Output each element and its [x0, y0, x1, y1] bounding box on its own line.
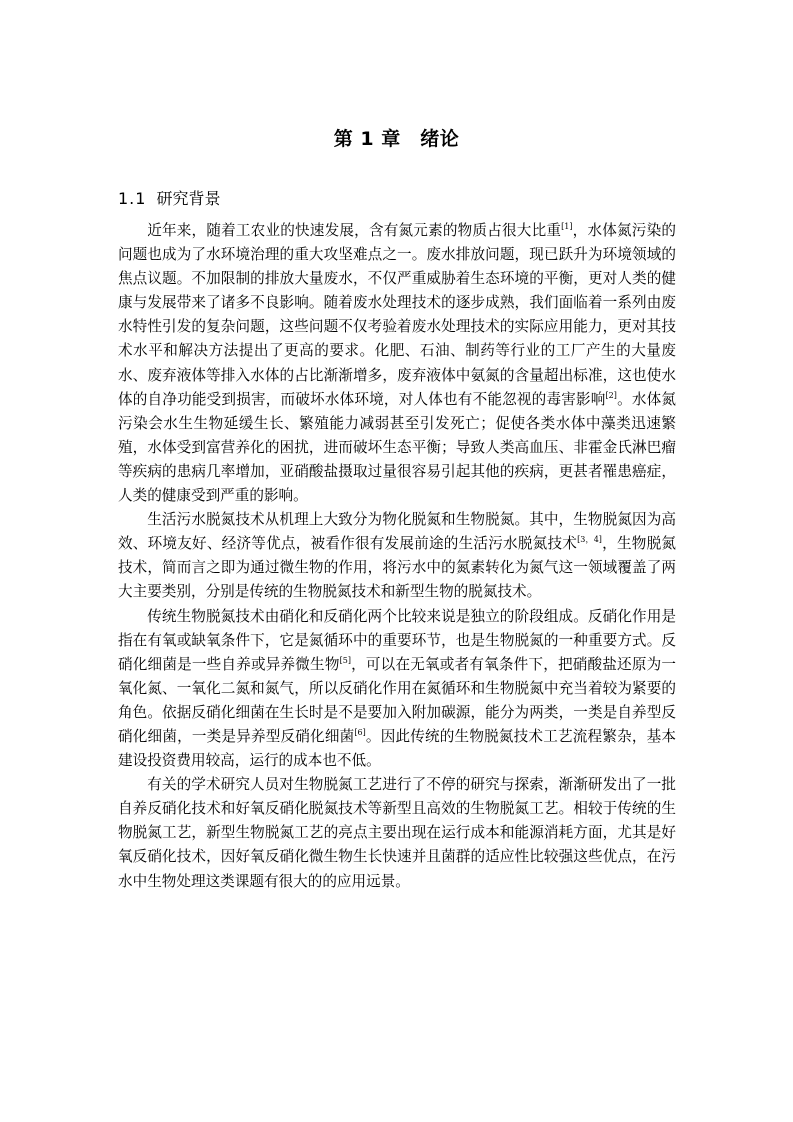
body-text: [118, 219, 676, 894]
paragraph-4: [118, 773, 676, 893]
text-run: ，可以在无氧或者有氧条件下，把硝酸盐还原为一氧化氮、一氧化二氮和氮气，所以反硝化作用在氮循环和生物脱氮中充当着较为紧要的角色。依据反硝化细菌在生长时是不是要加入附加碳源，能分为两类，一类是自养型反硝化细菌，一类是异养型反硝化细菌: [118, 655, 676, 745]
text-run: ，生物脱氮技术，简而言之即为通过微生物的作用，将污水中的氮素转化为氮气这一领域覆盖了两大主要类别，分别是传统的生物脱氮技术和新型生物的脱氮技术。: [118, 535, 676, 601]
citation-6: [6]: [354, 727, 366, 737]
paragraph-1: [118, 219, 676, 508]
section-title: 研究背景: [156, 189, 221, 208]
text-run: 。水体氮污染会水生生物延缓生长、繁殖能力减弱甚至引发死亡；促使各类水体中藻类迅速繁殖，水体受到富营养化的困扰，进而破坏生态平衡；导致人类高血压、非霍金氏淋巴瘤等疾病的患病几率增加，亚硝酸盐摄取过量很容易引起其他的疾病，更甚者罹患癌症，人类的健康受到严重的影响。: [118, 390, 676, 505]
paragraph-2: [118, 508, 676, 604]
text-run: 传统生物脱氮技术由硝化和反硝化两个比较来说是独立的阶段组成。反硝化作用是指在有氧或缺氧条件下，它是氮循环中的重要环节，也是生物脱氮的一种重要方式。反硝化细菌是一些自养或异养微生物: [118, 607, 676, 673]
citation-2: [2]: [605, 390, 617, 400]
section-heading: [118, 186, 220, 209]
citation-3-4: [3，4]: [577, 535, 602, 545]
text-run: 有关的学术研究人员对生物脱氮工艺进行了不停的研究与探索，渐渐研发出了一批自养反硝化技术和好氧反硝化脱氮技术等新型且高效的生物脱氮工艺。相较于传统的生物脱氮工艺，新型生物脱氮工艺的亮点主要出现在运行成本和能源消耗方面，尤其是好氧反硝化技术，因好氧反硝化微生物生长快速并且菌群的适应性比较强这些优点，在污水中生物处理这类课题有很大的的应用远景。: [118, 776, 676, 890]
section-number: 1.1: [118, 189, 147, 208]
text-run: ，水体氮污染的问题也成为了水环境治理的重大攻坚难点之一。废水排放问题，现已跃升为环境领域的焦点议题。不加限制的排放大量废水，不仅严重威胁着生态环境的平衡，更对人类的健康与发展带来了诸多不良影响。随着废水处理技术的逐步成熟，我们面临着一系列由废水特性引发的复杂问题，这些问题不仅考验着废水处理技术的实际应用能力，更对其技术水平和解决方法提出了更高的要求。化肥、石油、制药等行业的工厂产生的大量废水、废弃液体等排入水体的占比渐渐增多，废弃液体中氨氮的含量超出标准，这也使水体的自净功能受到损害，而破坏水体环境，对人体也有不能忽视的毒害影响: [118, 222, 676, 408]
text-run: 生活污水脱氮技术从机理上大致分为物化脱氮和生物脱氮。其中，生物脱氮因为高效、环境友好、经济等优点，被看作很有发展前途的生活污水脱氮技术: [118, 511, 676, 553]
chapter-title: 第 1 章 绪论: [333, 128, 460, 150]
paragraph-3: [118, 605, 676, 774]
citation-1: [1]: [561, 222, 573, 231]
text-run: 近年来，随着工农业的快速发展，含有氮元素的物质占很大比重: [147, 222, 562, 239]
citation-5: [5]: [339, 655, 351, 665]
text-run: 。因此传统的生物脱氮技术工艺流程繁杂，基本建设投资费用较高，运行的成本也不低。: [118, 727, 676, 770]
